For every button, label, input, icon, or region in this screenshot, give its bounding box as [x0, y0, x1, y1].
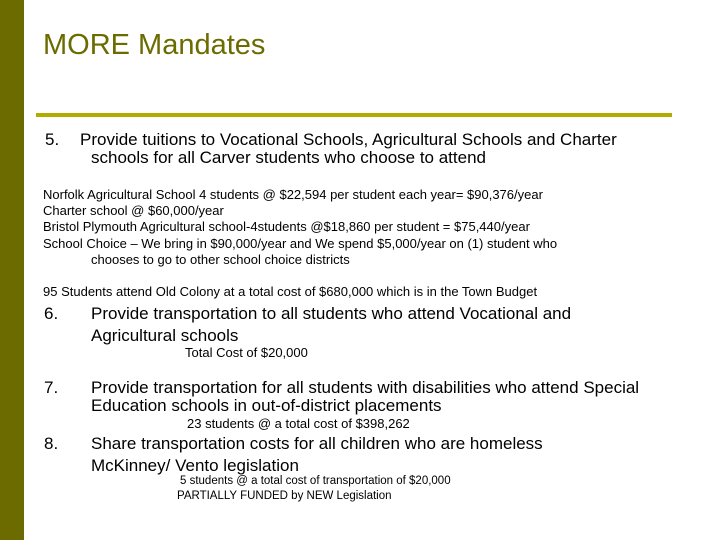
detail-line: Norfolk Agricultural School 4 students @ $22,594 per student each year= $90,376/year — [43, 187, 543, 202]
item-5-line1: Provide tuitions to Vocational Schools, Agricultural Schools and Charter — [80, 130, 617, 149]
item-5-line2: schools for all Carver students who choose to attend — [91, 148, 486, 167]
item-8-note2: PARTIALLY FUNDED by NEW Legislation — [177, 490, 392, 502]
item-8-line2: McKinney/ Vento legislation — [91, 456, 299, 475]
item-7-line2: Education schools in out-of-district placements — [91, 396, 442, 415]
old-colony-note: 95 Students attend Old Colony at a total cost of $680,000 which is in the Town Budget — [43, 284, 538, 299]
item-7-line1: Provide transportation for all students with disabilities who attend Special — [91, 378, 640, 397]
item-6-number: 6. — [44, 304, 59, 323]
detail-line: Charter school @ $60,000/year — [43, 203, 224, 218]
page-title: MORE Mandates — [43, 29, 266, 61]
detail-line: Bristol Plymouth Agricultural school-4students @$18,860 per student = $75,440/year — [43, 219, 530, 234]
item-5-number: 5. — [45, 130, 60, 149]
item-8-note1: 5 students @ a total cost of transportation of $20,000 — [180, 475, 451, 487]
item-8-line1: Share transportation costs for all children who are homeless — [91, 434, 543, 453]
detail-line: School Choice – We bring in $90,000/year and We spend $5,000/year on (1) student who — [43, 236, 558, 251]
item-6-cost: Total Cost of $20,000 — [185, 345, 308, 360]
item-6-line1: Provide transportation to all students who attend Vocational and — [91, 304, 572, 323]
item-7-cost: 23 students @ a total cost of $398,262 — [187, 416, 410, 431]
detail-line: chooses to go to other school choice districts — [91, 252, 350, 267]
title-divider — [36, 113, 672, 117]
item-7-number: 7. — [44, 378, 59, 397]
item-6-line2: Agricultural schools — [91, 326, 239, 345]
item-8-number: 8. — [44, 434, 59, 453]
left-accent-bar — [0, 0, 24, 540]
